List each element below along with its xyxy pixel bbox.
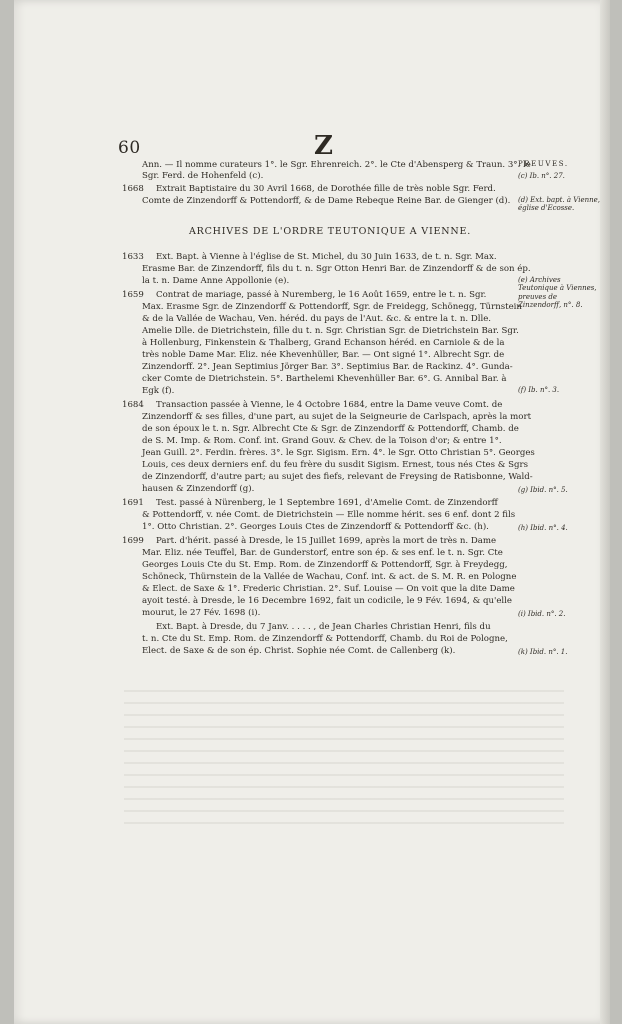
text-line: hausen & Zinzendorff (g). [142, 484, 255, 494]
text-line: Jean Guill. 2°. Ferdin. frères. 3°. le Sgr. Sigism. Ern. 4°. le Sgr. Otto Christian 5°. Georges [142, 448, 535, 458]
text-line: Georges Louis Cte du St. Emp. Rom. de Zinzendorff & Pottendorff, Sgr. à Freydegg, [142, 560, 508, 570]
text-line: Zinzendorff & ses filles, d'une part, au sujet de la Seigneurie de Carlspach, après la mort [142, 412, 532, 422]
text-line: Ext. Bapt. à Dresde, du 7 Janv. . . . . , de Jean Charles Christian Henri, fils du [156, 622, 491, 632]
text-line: Schöneck, Thürnstein de la Vallée de Wachau, Conf. int. & act. de S. M. R. en Pologne [142, 572, 517, 582]
margin-note: (f) Ib. n°. 3. [518, 386, 560, 394]
text-line: Ext. Bapt. à Vienne à l'église de St. Michel, du 30 Juin 1633, de t. n. Sgr. Max. [156, 252, 497, 262]
text-line: Zinzendorff. 2°. Jean Septimius Jörger Bar. 3°. Septimius Bar. de Rackinz. 4°. Gunda- [142, 362, 513, 372]
text-line: Egk (f). [142, 386, 175, 396]
page-spine-shadow [600, 0, 610, 1024]
text-line: la t. n. Dame Anne Appollonie (e). [142, 276, 290, 286]
text-line: mourut, le 27 Fév. 1698 (i). [142, 608, 261, 618]
text-line: Transaction passée à Vienne, le 4 Octobre 1684, entre la Dame veuve Comt. de [156, 400, 503, 410]
text-line: Extrait Baptistaire du 30 Avril 1668, de Dorothée fille de très noble Sgr. Ferd. [156, 184, 496, 194]
entry-year: 1633 [122, 252, 144, 262]
text-line: Amelie Dlle. de Dietrichstein, fille du t. n. Sgr. Christian Sgr. de Dietrichstein Bar. Sgr. [142, 326, 519, 336]
entry-year: 1699 [122, 536, 144, 546]
section-title: ARCHIVES DE L'ORDRE TEUTONIQUE A VIENNE. [188, 226, 472, 237]
entry-year: 1659 [122, 290, 144, 300]
entry-year: 1691 [122, 498, 144, 508]
text-line: Louis, ces deux derniers enf. du feu frère du susdit Sigism. Ernest, tous nés Ctes & Sgrs [142, 460, 529, 470]
document-page [14, 0, 610, 1024]
text-line: de son époux le t. n. Sgr. Albrecht Cte & Sgr. de Zinzendorff & Pottendorff, Chamb. de [142, 424, 519, 434]
text-line: cker Comte de Dietrichstein. 5°. Barthelemi Khevenhüller Bar. 6°. G. Annibal Bar. à [142, 374, 507, 384]
text-line: Mar. Eliz. née Teuffel, Bar. de Gunderstorf, entre son ép. & ses enf. le t. n. Sgr. Cte [142, 548, 503, 558]
text-line: Max. Erasme Sgr. de Zinzendorff & Pottendorff, Sgr. de Freidegg, Schönegg, Türnstein [142, 302, 522, 312]
margin-note: (g) Ibid. n°. 5. [518, 486, 568, 494]
text-line: de S. M. Imp. & Rom. Conf. int. Grand Gouv. & Chev. de la Toison d'or; & entre 1°. [142, 436, 502, 446]
margin-note: (c) Ib. n°. 27. [518, 172, 565, 180]
text-line: 1°. Otto Christian. 2°. Georges Louis Ctes de Zinzendorff & Pottendorff &c. (h). [142, 522, 489, 532]
text-line: Elect. de Saxe & de son ép. Christ. Sophie née Comt. de Callenberg (k). [142, 646, 456, 656]
text-line: Comte de Zinzendorff & Pottendorff, & de Dame Rebeque Reine Bar. de Gienger (d). [142, 196, 511, 206]
text-line: & de la Vallée de Wachau, Ven. héréd. du pays de l'Aut. &c. & entre la t. n. Dlle. [142, 314, 492, 324]
page-number: 60 [118, 138, 141, 158]
section-letter: Z [314, 131, 333, 161]
text-line: Contrat de mariage, passé à Nuremberg, le 16 Août 1659, entre le t. n. Sgr. [156, 290, 487, 300]
bleed-through-text [124, 680, 564, 830]
margin-note: (i) Ibid. n°. 2. [518, 610, 566, 618]
text-line: ayoit testé. à Dresde, le 16 Decembre 1692, fait un codicile, le 9 Fév. 1694, & qu'elle [142, 596, 513, 606]
text-line: Test. passé à Nürenberg, le 1 Septembre 1691, d'Amelie Comt. de Zinzendorff [156, 498, 498, 508]
text-line: Ann. — Il nomme curateurs 1°. le Sgr. Ehrenreich. 2°. le Cte d'Abensperg & Traun. 3°. le [142, 160, 531, 170]
margin-note: (d) Ext. bapt. à Vienne, église d'Ecosse. [518, 196, 600, 213]
text-line: & Pottendorff, v. née Comt. de Dietrichstein — Elle nomme hérit. ses 6 enf. dont 2 fils [142, 510, 516, 520]
entry-year: 1684 [122, 400, 144, 410]
text-line: Part. d'hérit. passé à Dresde, le 15 Juillet 1699, après la mort de très n. Dame [156, 536, 497, 546]
text-line: de Zinzendorff, d'autre part; au sujet des fiefs, relevant de Freysing de Ratisbonne, Wald- [142, 472, 533, 482]
text-line: t. n. Cte du St. Emp. Rom. de Zinzendorff & Pottendorff, Chamb. du Roi de Pologne, [142, 634, 508, 644]
entry-year: 1668 [122, 184, 144, 194]
text-line: très noble Dame Mar. Eliz. née Khevenhüller, Bar. — Ont signé 1°. Albrecht Sgr. de [142, 350, 505, 360]
text-line: à Hollenburg, Finkenstein & Thalberg, Grand Echanson héréd. en Carniole & de la [142, 338, 505, 348]
text-line: & Elect. de Saxe & 1°. Frederic Christian. 2°. Suf. Louise — On voit que la dite Dame [142, 584, 515, 594]
margin-heading: PREUVES. [518, 160, 569, 168]
margin-note: (h) Ibid. n°. 4. [518, 524, 568, 532]
margin-note: (e) Archives Teutonique à Viennes, preuves de Zinzendorff, n°. 8. [518, 276, 597, 310]
margin-note: (k) Ibid. n°. 1. [518, 648, 568, 656]
text-line: Sgr. Ferd. de Hohenfeld (c). [142, 171, 264, 181]
text-line: Erasme Bar. de Zinzendorff, fils du t. n. Sgr Otton Henri Bar. de Zinzendorff & de son ép. [142, 264, 531, 274]
